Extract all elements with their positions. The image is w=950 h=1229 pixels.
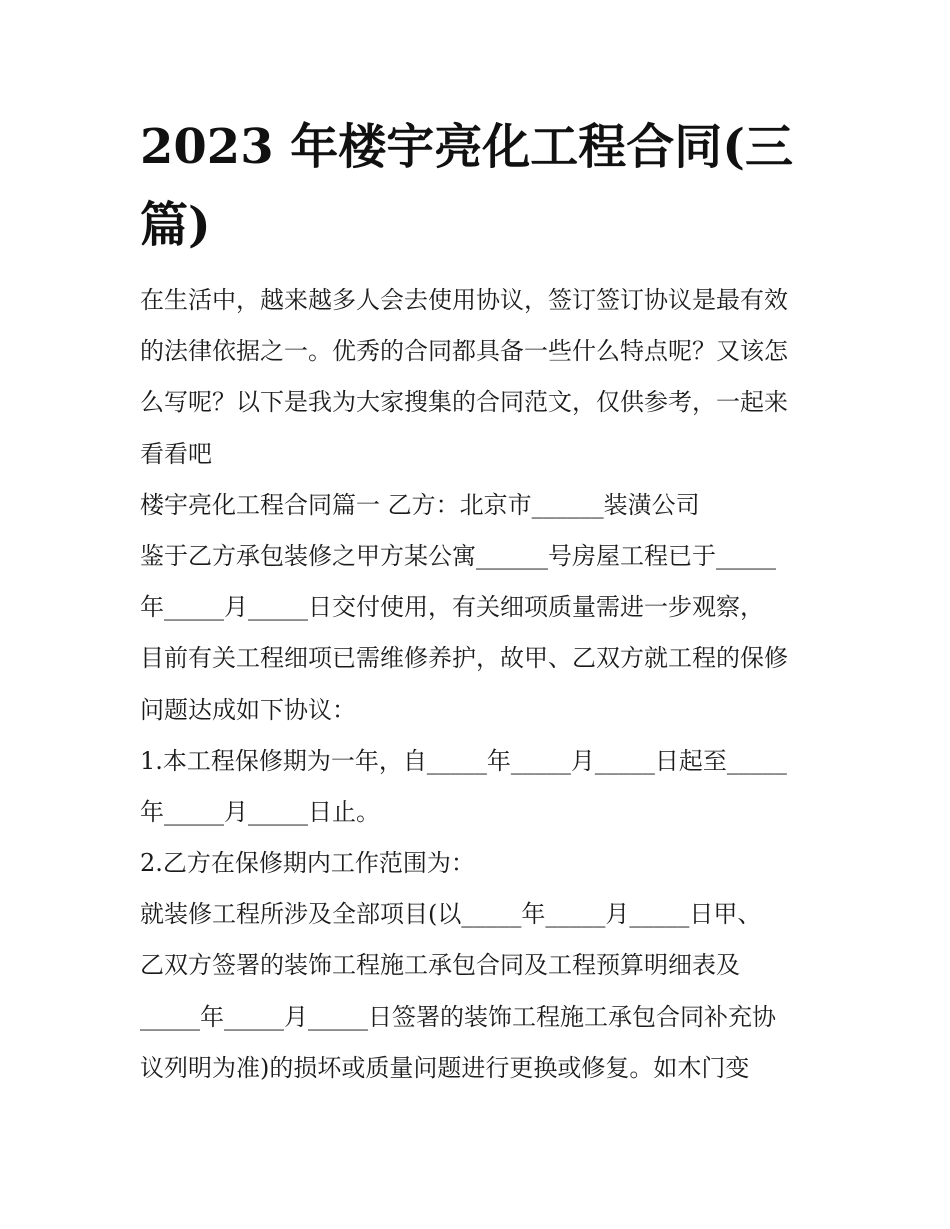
clause-line: 2.乙方在保修期内工作范围为： xyxy=(140,849,475,878)
clause-line: 年_____月_____日止。 xyxy=(140,797,380,826)
section-heading-line: 楼宇亮化工程合同篇一 乙方：北京市______装潢公司 xyxy=(140,490,700,519)
document-body xyxy=(140,275,820,1094)
document-title: 2023 年楼宇亮化工程合同(三篇) xyxy=(140,119,794,253)
body-line: 目前有关工程细项已需维修养护，故甲、乙双方就工程的保修 xyxy=(140,644,788,673)
body-line: _____年_____月_____日签署的装饰工程施工承包合同补充协 xyxy=(140,1002,776,1031)
body-line: 看看吧 xyxy=(140,439,212,468)
body-line: 么写呢？以下是我为大家搜集的合同范文，仅供参考，一起来 xyxy=(140,388,788,417)
body-line: 议列明为准)的损坏或质量问题进行更换或修复。如木门变 xyxy=(140,1053,750,1082)
clause-line: 1.本工程保修期为一年，自_____年_____月_____日起至_____ xyxy=(140,746,787,775)
body-line: 年_____月_____日交付使用，有关细项质量需进一步观察， xyxy=(140,593,764,622)
body-line: 就装修工程所涉及全部项目(以_____年_____月_____日甲、 xyxy=(140,900,762,929)
body-line: 乙双方签署的装饰工程施工承包合同及工程预算明细表及 xyxy=(140,951,740,980)
body-line: 问题达成如下协议： xyxy=(140,695,356,724)
body-line: 的法律依据之一。优秀的合同都具备一些什么特点呢？又该怎 xyxy=(140,337,788,366)
body-line: 在生活中，越来越多人会去使用协议，签订签订协议是最有效 xyxy=(140,286,788,314)
body-line: 鉴于乙方承包装修之甲方某公寓______号房屋工程已于_____ xyxy=(140,541,776,570)
